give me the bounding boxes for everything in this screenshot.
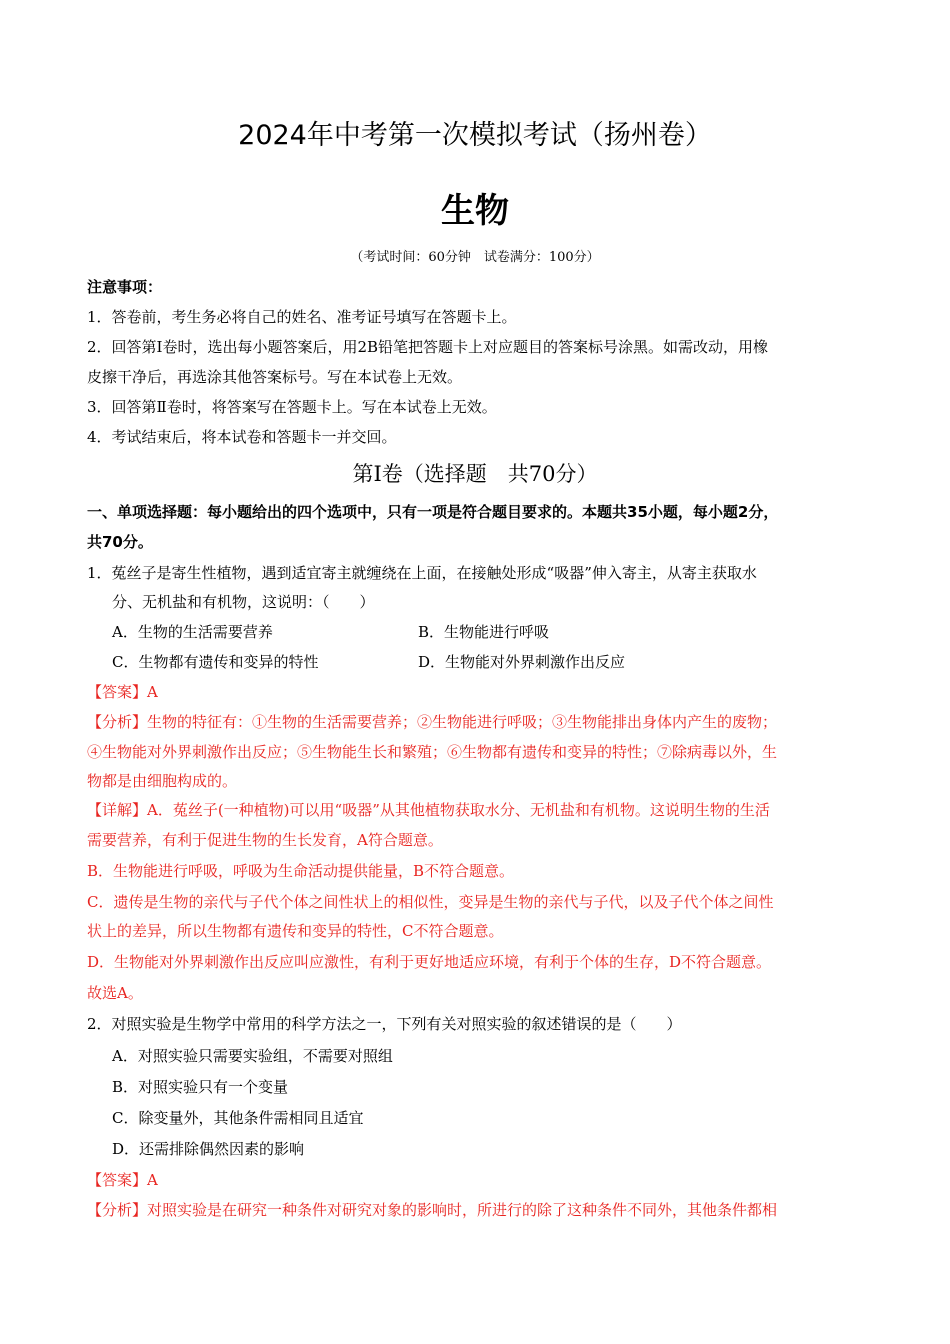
notice-item: 4．考试结束后，将本试卷和答题卡一并交回。 (87, 428, 397, 446)
question-1-answer: 【答案】A (87, 683, 158, 701)
question-1-detail: 状上的差异，所以生物都有遗传和变异的特性，C不符合题意。 (87, 922, 504, 940)
subject-title: 生物 (441, 191, 509, 231)
question-1-option-b: B．生物能进行呼吸 (418, 623, 550, 641)
question-1-option-a: A．生物的生活需要营养 (112, 623, 273, 641)
question-2-option-a: A．对照实验只需要实验组，不需要对照组 (112, 1047, 393, 1065)
question-2-analysis: 【分析】对照实验是在研究一种条件对研究对象的影响时，所进行的除了这种条件不同外，其他条件都相 (87, 1201, 778, 1219)
question-1-stem: 分、无机盐和有机物，这说明：（ ） (112, 593, 375, 611)
question-2-option-c: C．除变量外，其他条件需相同且适宜 (112, 1109, 364, 1127)
question-1-detail: C．遗传是生物的亲代与子代个体之间性状上的相似性，变异是生物的亲代与子代，以及子代个体之间性 (87, 893, 774, 911)
notice-item: 1．答卷前，考生务必将自己的姓名、准考证号填写在答题卡上。 (87, 308, 517, 326)
question-2-answer: 【答案】A (87, 1171, 158, 1189)
question-2-option-b: B．对照实验只有一个变量 (112, 1078, 289, 1096)
question-1-stem: 1．菟丝子是寄生性植物，遇到适宜寄主就缠绕在上面，在接触处形成“吸器”伸入寄主，从寄主获取水 (87, 564, 757, 582)
question-2-stem: 2．对照实验是生物学中常用的科学方法之一，下列有关对照实验的叙述错误的是（ ） (87, 1015, 682, 1033)
question-2-option-d: D．还需排除偶然因素的影响 (112, 1140, 305, 1158)
question-1-detail: 需要营养，有利于促进生物的生长发育，A符合题意。 (87, 831, 443, 849)
exam-title: 2024年中考第一次模拟考试（扬州卷） (238, 120, 712, 151)
question-1-detail: 故选A。 (87, 984, 143, 1002)
notice-heading: 注意事项： (87, 278, 163, 296)
question-1-option-d: D．生物能对外界刺激作出反应 (418, 653, 626, 671)
question-1-detail: B．生物能进行呼吸，呼吸为生命活动提供能量，B不符合题意。 (87, 862, 515, 880)
question-1-analysis: ④生物能对外界刺激作出反应；⑤生物能生长和繁殖；⑥生物都有遗传和变异的特性；⑦除病毒以外，生 (87, 743, 778, 761)
section-title: 第Ⅰ卷（选择题 共70分） (352, 462, 598, 486)
section-instructions: 一、单项选择题：每小题给出的四个选项中，只有一项是符合题目要求的。本题共35小题，每小题2分， (87, 503, 779, 521)
section-instructions: 共70分。 (87, 533, 153, 551)
notice-item: 3．回答第Ⅱ卷时，将答案写在答题卡上。写在本试卷上无效。 (87, 398, 497, 416)
question-1-detail: 【详解】A．菟丝子(一种植物)可以用“吸器”从其他植物获取水分、无机盐和有机物。这说明生物的生活 (87, 801, 770, 819)
exam-info: （考试时间：60分钟 试卷满分：100分） (350, 250, 600, 265)
notice-item: 2．回答第Ⅰ卷时，选出每小题答案后，用2B铅笔把答题卡上对应题目的答案标号涂黑。如需改动，用橡 (87, 338, 769, 356)
question-1-analysis: 【分析】生物的特征有：①生物的生活需要营养；②生物能进行呼吸；③生物能排出身体内产生的废物； (87, 713, 778, 731)
notice-item: 皮擦干净后，再选涂其他答案标号。写在本试卷上无效。 (87, 368, 463, 386)
question-1-analysis: 物都是由细胞构成的。 (87, 772, 238, 790)
question-1-option-c: C．生物都有遗传和变异的特性 (112, 653, 319, 671)
question-1-detail: D．生物能对外界刺激作出反应叫应激性，有利于更好地适应环境，有利于个体的生存，D不符合题意。 (87, 953, 772, 971)
